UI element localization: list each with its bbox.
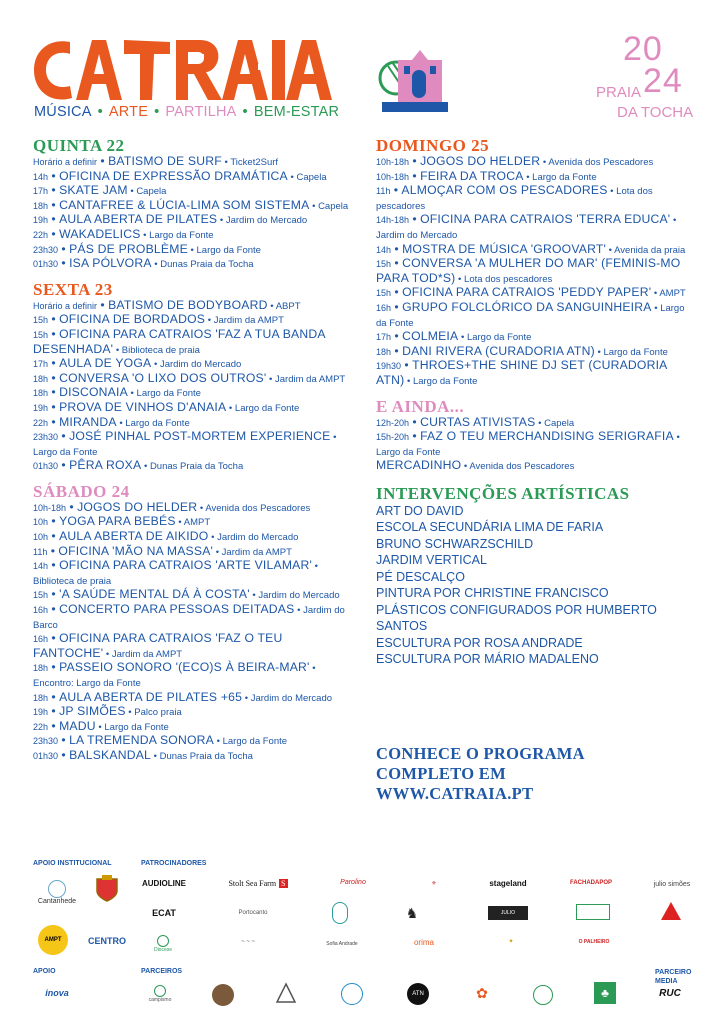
diocese-logo: Diocese (146, 932, 180, 956)
event-name: JOGOS DO HELDER (420, 154, 541, 168)
event-location: Jardim da AMPT (221, 546, 292, 558)
art-item: ESCOLA SECUNDÁRIA LIMA DE FARIA (376, 520, 604, 535)
event-time: 16h (33, 605, 49, 616)
event-location: Largo da Fonte (376, 302, 685, 329)
tagline-partilha: PARTILHA (165, 104, 237, 120)
art-item: JARDIM VERTICAL (376, 553, 487, 568)
event-name: PÁS DE PROBLÈME (69, 241, 188, 256)
day-section (33, 280, 353, 474)
event-time: 18h (33, 200, 49, 211)
art-item: PLÁSTICOS CONFIGURADOS POR HUMBERTO SANTOS (376, 602, 657, 634)
event-name: AULA ABERTA DE PILATES (59, 212, 218, 227)
day-heading: DOMINGO 25 (376, 136, 490, 155)
event-time: 15h (33, 590, 49, 601)
tagline-bem-estar: BEM-ESTAR (253, 104, 340, 120)
event-location: Largo da Fonte (136, 388, 201, 400)
event-item: 01h30 • PÊRA ROXA • Dunas Praia da Tocha (33, 458, 244, 473)
event-name: MIRANDA (59, 414, 117, 429)
program-right-column (376, 134, 696, 668)
event-name: AULA ABERTA DE PILATES +65 (59, 689, 243, 704)
event-location: Largo da Fonte (466, 332, 532, 344)
event-item: Horário a definir • BATISMO DE BODYBOARD • ABPT (33, 297, 301, 312)
event-time: 19h (33, 215, 49, 226)
julio-oliveira-logo: JULIO (488, 906, 528, 920)
cta-line-1: CONHECE O PROGRAMA (376, 744, 585, 763)
event-location: AMPT (659, 288, 686, 300)
event-time: 01h30 (33, 461, 59, 472)
event-name: MADU (59, 718, 96, 733)
event-name: OFICINA DE BORDADOS (59, 312, 206, 327)
dot-separator: • (154, 104, 160, 120)
day-section (33, 136, 353, 272)
call-to-action (376, 744, 585, 804)
event-name: JOGOS DO HELDER (77, 499, 198, 514)
event-location: AMPT (183, 517, 211, 529)
tent-icon (274, 980, 298, 1006)
event-time: 10h (33, 532, 49, 543)
event-name: THROES+THE SHINE DJ SET (CURADORIA ATN) (376, 358, 667, 387)
event-time: 22h (33, 417, 49, 428)
art-heading: INTERVENÇÕES ARTÍSTICAS (376, 483, 630, 503)
event-item: 14h • OFICINA PARA CATRAIOS 'ARTE VILAMAR' • Biblioteca de praia (33, 558, 318, 587)
delta-logo (660, 900, 682, 924)
event-location: Largo da Fonte (196, 244, 261, 256)
event-time: 23h30 (33, 736, 59, 747)
event-time: 15h-20h (376, 432, 410, 443)
event-name: CONCERTO PARA PESSOAS DEITADAS (59, 602, 295, 617)
event-item: 16h • GRUPO FOLCLÓRICO DA SANGUINHEIRA • Largo da Fonte (376, 299, 685, 329)
event-location: Avenida dos Pescadores (548, 157, 654, 168)
tree-icon: ♣ (594, 982, 616, 1004)
municipal-crest-icon (92, 872, 122, 906)
event-time: 22h (33, 721, 49, 732)
event-name: PROVA DE VINHOS D'ANAIA (59, 399, 227, 414)
event-time: 17h (33, 186, 49, 197)
event-time: 14h (33, 171, 49, 182)
event-location: Jardim do Mercado (376, 229, 458, 241)
event-time: 14h-18h (376, 215, 410, 226)
cantanhede-label: Cantanhede (37, 897, 77, 905)
event-item: 18h • DANI RIVERA (CURADORIA ATN) • Largo da Fonte (376, 343, 668, 358)
tagline-musica: MÚSICA (34, 104, 92, 120)
audioline-logo: AUDIOLINE (142, 878, 186, 888)
event-item: 11h • ALMOÇAR COM OS PESCADORES • Lota dos pescadores (376, 183, 653, 212)
round-seal-icon (210, 982, 236, 1008)
event-name: ALMOÇAR COM OS PESCADORES (401, 183, 608, 198)
stolt-sea-farm-logo: Stolt Sea Farm S (228, 878, 286, 888)
event-name: AULA DE YOGA (59, 356, 152, 371)
cantanhede-logo (34, 872, 80, 912)
adega-cantanhede-logo: ⚜ (431, 880, 437, 887)
mascot-logo: ✦ (508, 938, 514, 945)
event-name: OFICINA PARA CATRAIOS 'PEDDY PAPER' (402, 285, 652, 300)
event-time: 19h (33, 707, 49, 718)
event-item: 22h • MIRANDA • Largo da Fonte (33, 414, 190, 429)
event-name: MOSTRA DE MÚSICA 'GROOVART' (402, 241, 607, 256)
day-heading: SEXTA 23 (33, 279, 113, 299)
event-time: 01h30 (33, 259, 59, 270)
heading-parceiro-media: PARCEIRO MEDIA (655, 969, 692, 985)
centro-logo: CENTRO (88, 936, 126, 946)
event-item: 23h30 • PÁS DE PROBLÈME • Largo da Fonte (33, 241, 261, 256)
event-name: YOGA PARA BEBÉS (59, 514, 176, 529)
place-praia: PRAIA (596, 84, 642, 101)
event-item: 17h • SKATE JAM • Capela (33, 183, 167, 198)
event-name: OFICINA PARA CATRAIOS 'FAZ A TUA BANDA DESENHADA' (33, 326, 326, 356)
figure-icon: ♞ (405, 904, 419, 921)
stolt-label: Stolt Sea Farm (228, 878, 277, 888)
event-time: 18h (33, 388, 49, 399)
event-location: Jardim do Mercado (225, 215, 308, 227)
event-item: 15h • OFICINA PARA CATRAIOS 'PEDDY PAPER' • AMPT (376, 285, 686, 300)
catraia-logo (30, 34, 335, 106)
event-location: Largo da Fonte (603, 346, 668, 358)
event-time: 10h-18h (33, 502, 67, 513)
event-time: 11h (376, 186, 391, 197)
heading-apoio: APOIO (33, 968, 56, 975)
event-location: Biblioteca de praia (121, 344, 200, 356)
green-seal-icon (528, 982, 558, 1008)
art-item: PINTURA POR CHRISTINE FRANCISCO (376, 586, 609, 601)
heading-patrocinadores: PATROCINADORES (141, 860, 207, 867)
event-name: CANTAFREE & LÚCIA-LIMA SOM SISTEMA (59, 197, 310, 212)
event-item: 17h • AULA DE YOGA • Jardim do Mercado (33, 356, 242, 371)
art-item: PÉ DESCALÇO (376, 569, 465, 584)
event-name: CONVERSA 'A MULHER DO MAR' (FEMINIS-MO PARA TOD*S) (376, 256, 681, 285)
event-location: Largo da Fonte (125, 417, 190, 429)
day-heading: QUINTA 22 (33, 136, 125, 155)
event-name: SKATE JAM (59, 183, 128, 198)
pombal-brand-logo: Parolino (340, 878, 366, 886)
event-location: Jardim da AMPT (275, 373, 346, 385)
art-item: BRUNO SCHWARZSCHILD (376, 536, 534, 551)
orima-logo: orima (413, 937, 434, 947)
event-time: 14h (376, 244, 392, 255)
event-item: 18h • PASSEIO SONORO '(ECO)S À BEIRA-MAR' • Encontro: Largo da Fonte (33, 660, 316, 689)
event-item: 15h-20h • FAZ O TEU MERCHANDISING SERIGRAFIA • Largo da Fonte (376, 429, 680, 458)
tagline (34, 104, 339, 120)
atn-label: ATN (407, 983, 429, 1005)
event-time: 23h30 (33, 432, 59, 443)
portocanto-logo: Portocanto (238, 910, 268, 916)
event-time: Horário a definir (33, 157, 98, 167)
tagline-arte: ARTE (108, 104, 149, 120)
event-name: PASSEIO SONORO '(ECO)S À BEIRA-MAR' (59, 660, 310, 675)
ampt-logo (35, 922, 71, 958)
event-item: 12h-20h • CURTAS ATIVISTAS • Capela (376, 414, 575, 429)
event-item: 23h30 • JOSÉ PINHAL POST-MORTEM EXPERIENCE • Largo da Fonte (33, 429, 337, 458)
event-location: Largo da Fonte (222, 736, 288, 748)
event-item: Horário a definir • BATISMO DE SURF • Ticket2Surf (33, 154, 279, 168)
person-circle-icon (340, 982, 364, 1006)
event-time: 17h (33, 359, 49, 370)
event-item: 23h30 • LA TREMENDA SONORA • Largo da Fonte (33, 733, 288, 748)
event-time: 16h (376, 302, 392, 313)
heading-parceiros: PARCEIROS (141, 968, 183, 975)
event-item: 14h • MOSTRA DE MÚSICA 'GROOVART' • Avenida da praia (376, 241, 686, 256)
event-time: 15h (33, 329, 49, 340)
event-name: PÊRA ROXA (69, 458, 142, 473)
event-item: 18h • AULA ABERTA DE PILATES +65 • Jardim do Mercado (33, 689, 333, 704)
stageland-logo: stageland (489, 878, 527, 888)
event-location: Avenida dos Pescadores (205, 502, 311, 514)
event-item: 10h-18h • FEIRA DA TROCA • Largo da Fonte (376, 168, 597, 183)
event-location: Jardim da AMPT (111, 648, 183, 660)
event-item: 01h30 • BALSKANDAL • Dunas Praia da Tocha (33, 747, 253, 762)
event-location: Capela (544, 417, 575, 429)
event-time: 18h (33, 692, 49, 703)
event-item: 14h • OFICINA DE EXPRESSÃO DRAMÁTICA • Capela (33, 168, 327, 183)
event-location: Jardim do Mercado (250, 692, 333, 704)
event-location: Avenida da praia (614, 244, 686, 256)
event-item: 01h30 • ISA PÓLVORA • Dunas Praia da Tocha (33, 256, 254, 271)
shield-badge-icon (330, 900, 350, 926)
event-time: 19h30 (376, 361, 402, 372)
event-name: ISA PÓLVORA (69, 256, 152, 271)
green-banner-logo (576, 904, 610, 920)
event-item: 19h30 • THROES+THE SHINE DJ SET (CURADORIA ATN) • Largo da Fonte (376, 358, 667, 387)
event-name: DISCONAIA (59, 385, 128, 400)
event-time: 01h30 (33, 750, 59, 761)
event-name: LA TREMENDA SONORA (69, 733, 214, 748)
event-item: 18h • CONVERSA 'O LIXO DOS OUTROS' • Jardim da AMPT (33, 370, 346, 385)
event-item: 11h • OFICINA 'MÃO NA MASSA' • Jardim da AMPT (33, 543, 292, 558)
event-name: MERCADINHO (376, 458, 462, 473)
event-item: 10h-18h • JOGOS DO HELDER • Avenida dos Pescadores (376, 154, 654, 168)
event-location: Capela (296, 171, 327, 183)
event-location: Largo da Fonte (33, 446, 98, 458)
event-name: CURTAS ATIVISTAS (420, 414, 536, 429)
event-location: Largo da Fonte (532, 171, 597, 183)
event-time: 15h (376, 259, 392, 270)
event-time: 10h-18h (376, 157, 410, 167)
event-time: 14h (33, 561, 49, 572)
day-heading: E AINDA... (376, 396, 465, 416)
event-location: Largo da Fonte (376, 446, 441, 458)
event-location: Lota dos pescadores (376, 186, 653, 212)
event-name: 'A SAÚDE MENTAL DÁ À COSTA' (59, 587, 250, 602)
inova-logo: inova (45, 988, 69, 998)
event-location: Jardim do Mercado (217, 532, 299, 544)
sofia-andrade-logo: Sofia Andrade (326, 941, 358, 947)
heading-apoio-institucional: APOIO INSTITUCIONAL (33, 860, 112, 867)
event-item: 17h • COLMEIA • Largo da Fonte (376, 329, 532, 344)
event-time: 16h (33, 634, 49, 645)
cta-url[interactable]: WWW.CATRAIA.PT (376, 784, 534, 803)
event-item: 15h • OFICINA DE BORDADOS • Jardim da AMPT (33, 312, 284, 327)
event-location: Largo da Fonte (149, 229, 214, 241)
event-location: Largo da Fonte (234, 402, 300, 414)
atn-logo (406, 982, 430, 1006)
event-item: 19h • JP SIMÕES • Palco praia (33, 704, 182, 719)
event-name: CONVERSA 'O LIXO DOS OUTROS' (59, 370, 267, 385)
art-item: ESCULTURA POR ROSA ANDRADE (376, 635, 583, 650)
event-location: Dunas Praia da Tocha (160, 259, 254, 271)
event-location: Largo da Fonte (104, 721, 169, 733)
event-name: AULA ABERTA DE AIKIDO (59, 529, 209, 544)
event-item: 18h • DISCONAIA • Largo da Fonte (33, 385, 201, 400)
event-location: Dunas Praia da Tocha (159, 750, 253, 762)
event-name: OFICINA 'MÃO NA MASSA' (58, 543, 214, 558)
event-location: Lota dos pescadores (464, 273, 553, 285)
art-item: ESCULTURA POR MÁRIO MADALENO (376, 652, 599, 667)
event-name: OFICINA PARA CATRAIOS 'ARTE VILAMAR' (59, 558, 313, 573)
event-item: 22h • MADU • Largo da Fonte (33, 718, 169, 733)
event-location: Encontro: Largo da Fonte (33, 678, 141, 689)
event-name: JOSÉ PINHAL POST-MORTEM EXPERIENCE (69, 429, 331, 444)
cta-line-2: COMPLETO EM (376, 764, 506, 783)
o-palheiro-logo: O PALHEIRO (578, 939, 610, 945)
event-location: Jardim do Barco (33, 605, 345, 631)
ruc-logo: RUC (659, 987, 681, 999)
event-name: OFICINA PARA CATRAIOS 'FAZ O TEU FANTOCHE' (33, 631, 283, 660)
event-time: 18h (33, 663, 49, 674)
event-location: Biblioteca de praia (33, 575, 112, 587)
event-time: 18h (376, 346, 392, 357)
event-item: 19h • AULA ABERTA DE PILATES • Jardim do Mercado (33, 212, 308, 227)
event-location: Largo da Fonte (412, 375, 478, 387)
event-location: Capela (136, 186, 167, 198)
ampt-label: AMPT (38, 925, 68, 955)
event-item: 19h • PROVA DE VINHOS D'ANAIA • Largo da Fonte (33, 399, 300, 414)
parque-campismo-logo: campismo (140, 980, 180, 1008)
event-time: 19h (33, 402, 49, 413)
julio-simoes-logo: julio simões (653, 880, 691, 888)
event-item: 10h • YOGA PARA BEBÉS • AMPT (33, 514, 211, 529)
event-name: BATISMO DE SURF (108, 154, 222, 168)
event-time: 18h (33, 373, 49, 384)
event-item: 18h • CANTAFREE & LÚCIA-LIMA SOM SISTEMA • Capela (33, 197, 349, 212)
day-heading: SÁBADO 24 (33, 481, 130, 501)
event-time: 22h (33, 229, 49, 240)
event-name: OFICINA DE EXPRESSÃO DRAMÁTICA (59, 168, 288, 183)
event-item: 10h-18h • JOGOS DO HELDER • Avenida dos Pescadores (33, 499, 311, 514)
event-location: Palco praia (134, 707, 182, 719)
event-name: OFICINA PARA CATRAIOS 'TERRA EDUCA' (420, 212, 671, 227)
event-name: GRUPO FOLCLÓRICO DA SANGUINHEIRA (402, 299, 652, 314)
event-location: Jardim do Mercado (159, 359, 242, 371)
day-section (376, 136, 696, 389)
event-location: Avenida dos Pescadores (469, 461, 575, 473)
day-section (376, 397, 696, 474)
art-item: ART DO DAVID (376, 503, 464, 518)
event-item: 16h • OFICINA PARA CATRAIOS 'FAZ O TEU FANTOCHE' • Jardim da AMPT (33, 631, 283, 660)
fachadapop-logo: FACHADAPOP (569, 880, 612, 886)
event-time: 10h (33, 517, 49, 528)
year-top: 20 (623, 30, 663, 68)
dot-separator: • (242, 104, 248, 120)
event-location: Jardim da AMPT (213, 315, 284, 327)
day-section (33, 482, 353, 764)
event-name: BALSKANDAL (69, 747, 152, 762)
program-left-column (33, 134, 353, 764)
event-time: 23h30 (33, 244, 59, 255)
event-item: MERCADINHO • Avenida dos Pescadores (376, 458, 575, 473)
event-name: COLMEIA (402, 329, 459, 344)
event-item: 14h-18h • OFICINA PARA CATRAIOS 'TERRA EDUCA' • Jardim do Mercado (376, 212, 677, 241)
event-item: 15h • 'A SAÚDE MENTAL DÁ À COSTA' • Jardim do Mercado (33, 587, 340, 602)
dot-separator: • (97, 104, 103, 120)
art-section (376, 484, 696, 668)
event-item: 15h • OFICINA PARA CATRAIOS 'FAZ A TUA BANDA DESENHADA' • Biblioteca de praia (33, 326, 326, 356)
year-bottom: 24 (643, 62, 683, 100)
place-da-tocha: DA TOCHA (617, 104, 694, 121)
event-name: JP SIMÕES (59, 704, 126, 719)
event-name: BATISMO DE BODYBOARD (108, 297, 268, 312)
event-location: ABPT (275, 300, 301, 312)
event-time: 10h-18h (376, 171, 410, 182)
event-item: 10h • AULA ABERTA DE AIKIDO • Jardim do Mercado (33, 529, 299, 544)
signature-logo: ~ ~ ~ (241, 939, 255, 945)
event-time: Horário a definir (33, 300, 98, 311)
event-location: Capela (318, 200, 349, 212)
event-name: DANI RIVERA (CURADORIA ATN) (402, 343, 595, 358)
event-time: 15h (376, 288, 392, 299)
flower-icon: ✿ (476, 984, 488, 1001)
event-item: 15h • CONVERSA 'A MULHER DO MAR' (FEMINIS-MO PARA TOD*S) • Lota dos pescadores (376, 256, 681, 285)
event-time: 11h (33, 546, 48, 557)
ecat-logo: ECAT (152, 908, 176, 918)
event-name: FEIRA DA TROCA (420, 168, 524, 183)
event-name: WAKADELICS (59, 226, 141, 241)
event-location: Ticket2Surf (230, 157, 279, 168)
event-time: 12h-20h (376, 417, 410, 428)
event-item: 16h • CONCERTO PARA PESSOAS DEITADAS • Jardim do Barco (33, 602, 345, 631)
event-time: 15h (33, 315, 49, 326)
event-location: Jardim do Mercado (258, 590, 340, 602)
event-item: 22h • WAKADELICS • Largo da Fonte (33, 226, 214, 241)
house-illustration (378, 42, 450, 114)
event-name: FAZ O TEU MERCHANDISING SERIGRAFIA (420, 429, 674, 444)
event-time: 17h (376, 332, 392, 343)
event-location: Dunas Praia da Tocha (149, 461, 244, 473)
